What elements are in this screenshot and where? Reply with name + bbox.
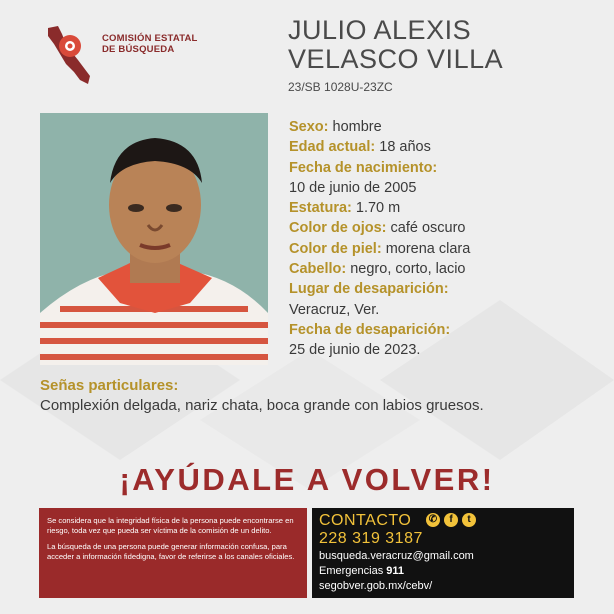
- field-piel: Color de piel: morena clara: [289, 240, 471, 257]
- contact-phone[interactable]: 228 319 3187: [319, 530, 423, 547]
- field-ojos: Color de ojos: café oscuro: [289, 220, 466, 237]
- field-nacimiento-value: 10 de junio de 2005: [289, 179, 417, 196]
- contact-title: CONTACTO: [319, 512, 412, 529]
- person-details: [289, 117, 470, 361]
- senas-label: Señas particulares:: [40, 377, 179, 394]
- field-fecha-desaparicion-value: 25 de junio de 2023.: [289, 342, 421, 359]
- headline: ¡AYÚDALE A VOLVER!: [119, 462, 495, 497]
- disclaimer-paragraph-1: Se considera que la integridad física de la persona puede encontrarse en riesgo, toda vez que pueda ser víctima de la comisión de un delito.: [47, 516, 294, 535]
- field-edad: Edad actual: 18 años: [289, 139, 431, 156]
- person-last-name: VELASCO VILLA: [288, 44, 504, 74]
- case-id: 23/SB 1028U-23ZC: [288, 80, 393, 94]
- field-lugar-value: Veracruz, Ver.: [289, 301, 380, 318]
- logo-line-2: DE BÚSQUEDA: [102, 44, 175, 55]
- field-fecha-desaparicion-label: Fecha de desaparición:: [289, 321, 451, 338]
- agency-logo: [40, 20, 240, 90]
- contact-box: [312, 508, 574, 598]
- contact-emergency: Emergencias 911: [319, 565, 405, 577]
- disclaimer-box: [39, 508, 307, 598]
- field-nacimiento-label: Fecha de nacimiento:: [289, 159, 438, 176]
- facebook-icon: f: [444, 513, 458, 527]
- field-sexo: Sexo: hombre: [289, 119, 382, 135]
- veracruz-map-logo: [40, 20, 100, 90]
- logo-line-1: COMISIÓN ESTATAL: [102, 33, 198, 44]
- senas-text: Complexión delgada, nariz chata, boca grande con labios gruesos.: [40, 397, 484, 414]
- twitter-icon: t: [462, 513, 476, 527]
- field-cabello: Cabello: negro, corto, lacio: [289, 261, 466, 278]
- contact-email[interactable]: busqueda.veracruz@gmail.com: [319, 550, 474, 562]
- person-first-name: JULIO ALEXIS: [288, 15, 472, 45]
- contact-website[interactable]: segobver.gob.mx/cebv/: [319, 580, 433, 592]
- field-lugar-label: Lugar de desaparición:: [289, 281, 449, 298]
- disclaimer-paragraph-2: La búsqueda de una persona puede generar información confusa, para acceder a información fidedigna, favor de referirse a los canales oficiales.: [47, 542, 295, 561]
- person-photo: [40, 113, 268, 365]
- field-estatura: Estatura: 1.70 m: [289, 200, 401, 217]
- phone-icon: ✆: [426, 513, 440, 527]
